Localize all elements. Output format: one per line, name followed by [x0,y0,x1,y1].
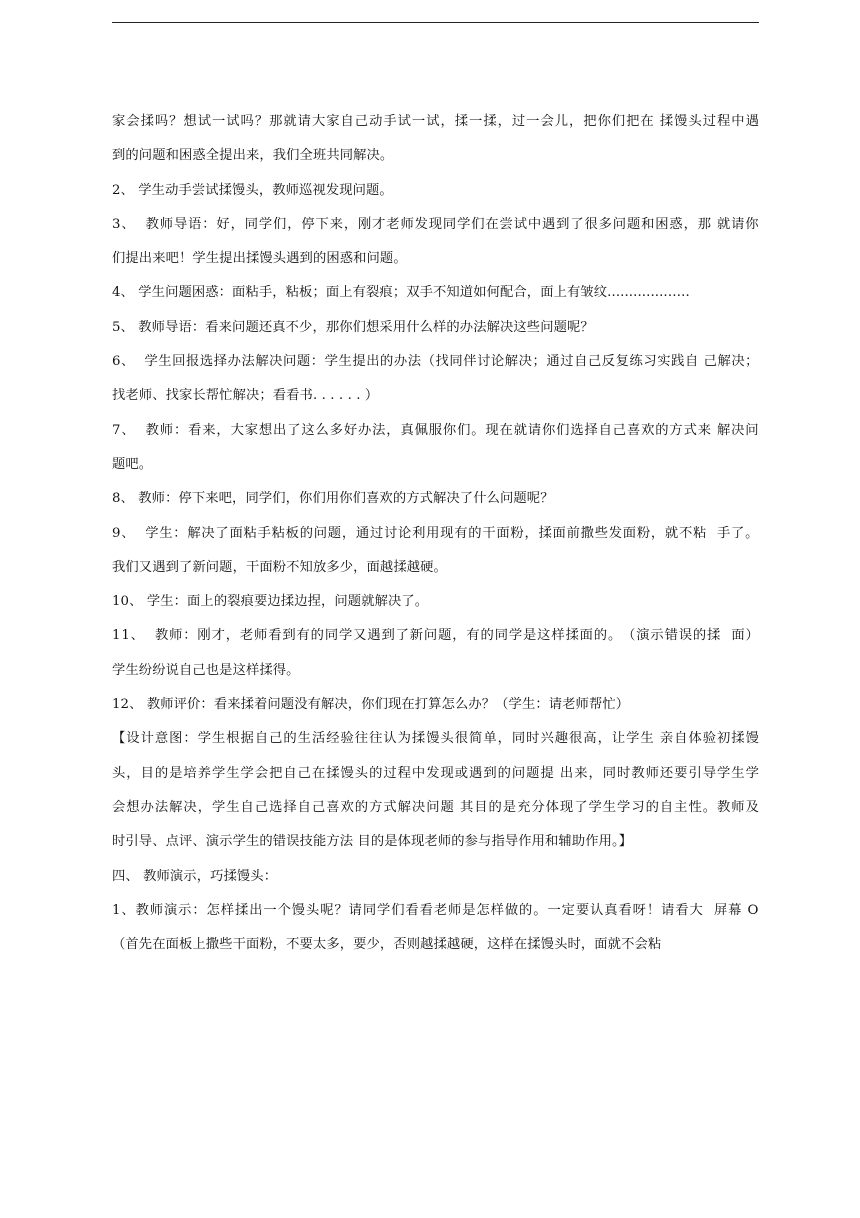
list-item-5: 5、 教师导语：看来问题还真不少，那你们想采用什么样的办法解决这些问题呢？ [112,319,594,335]
design-intent-line: 头 ， 目 的 是 培 养 学 生 学 会 把 自 己 在 揉 馒 头 的 过 程 中 发 现 或 遇 到 的 问 题 提 出 来 ， 同 时 教 师 还 要 引 导 学 生 学 [112,765,759,781]
paragraph-line: 家 会 揉 吗 ？ 想 试 一 试 吗 ？ 那 就 请 大 家 自 己 动 手 试 一 试 ， 揉 一 揉 ， 过 一 会 儿 ， 把 你 们 把 在 揉 馒 头 过 程 中 遇 [112,114,759,129]
paragraph-line: 题吧。 [112,456,153,472]
list-item-10: 10、 学生：面上的裂痕要边揉边捏，问题就解决了。 [112,594,429,610]
design-intent-line: 会 想 办 法 解 决 ， 学 生 自 己 选 择 自 己 喜 欢 的 方 式 解 决 问 题 其 目 的 是 充 分 体 现 了 学 生 学 习 的 自 主 性 。 教 师 及 [112,799,759,815]
document-body [112,105,759,962]
design-intent-line: 时引导、点评、演示学生的错误技能方法 目的是体现老师的参与指导作用和辅助作用。】 [112,834,633,850]
list-item-8: 8、 教师：停下来吧，同学们，你们用你们喜欢的方式解决了什么问题呢？ [112,491,554,507]
paragraph-line: （首先在面板上撒些干面粉，不要太多，要少，否则越揉越硬，这样在揉馒头时，面就不会粘 [112,937,662,953]
list-item-7: 7 、 教 师 ： 看 来 ， 大 家 想 出 了 这 么 多 好 办 法 ， 真 佩 服 你 们 。 现 在 就 请 你 们 选 择 自 己 喜 欢 的 方 式 来 解 决 问 [112,422,759,438]
section-heading: 四、 教师演示，巧揉馒头： [112,868,278,884]
list-item-3: 3 、 教 师 导 语 ： 好 ， 同 学 们 ， 停 下 来 ， 刚 才 老 师 发 现 同 学 们 在 尝 试 中 遇 到 了 很 多 问 题 和 困 惑 ， 那 就 请 你 [112,216,759,232]
list-item-4: 4、 学生问题困惑：面粘手，粘板；面上有裂痕；双手不知道如何配合，面上有皱纹..............….. [112,285,690,301]
list-item-6: 6 、 学 生 回 报 选 择 办 法 解 决 问 题 ： 学 生 提 出 的 办 法 （ 找 同 伴 讨 论 解 决 ； 通 过 自 己 反 复 练 习 实 践 自 己 解 决 ； [112,354,759,370]
paragraph-line: 到的问题和困惑全提出来，我们全班共同解决。 [112,148,394,164]
list-item-1: 1 、 教 师 演 示 ： 怎 样 揉 出 一 个 馒 头 呢 ？ 请 同 学 们 看 看 老 师 是 怎 样 做 的 。 一 定 要 认 真 看 呀 ！ 请 看 大 屏 幕 O [112,902,759,918]
header-rule [112,22,759,23]
list-item-12: 12、 教师评价：看来揉着问题没有解决，你们现在打算怎么办？（学生：请老师帮忙） [112,697,630,713]
list-item-9: 9 、 学 生 ： 解 决 了 面 粘 手 粘 板 的 问 题 ， 通 过 讨 论 利 用 现 有 的 干 面 粉 ， 揉 面 前 撒 些 发 面 粉 ， 就 不 粘 手 了 。 [112,525,759,541]
paragraph-line: 找老师、找家长帮忙解决；看看书. . . . . . ） [112,388,379,404]
list-item-2: 2、 学生动手尝试揉馒头，教师巡视发现问题。 [112,182,393,198]
list-item-11: 1 1 、 教 师 ： 刚 才 ， 老 师 看 到 有 的 同 学 又 遇 到 了 新 问 题 ， 有 的 同 学 是 这 样 揉 面 的 。 （ 演 示 错 误 的 揉 面 ） [112,628,759,644]
paragraph-line: 我们又遇到了新问题，干面粉不知放多少，面越揉越硬。 [112,559,447,575]
design-intent-line: 【 设 计 意 图 ： 学 生 根 据 自 己 的 生 活 经 验 往 往 认 为 揉 馒 头 很 简 单 ， 同 时 兴 趣 很 高 ， 让 学 生 亲 自 体 验 初 揉 馒 [112,731,759,747]
paragraph-line: 们提出来吧！学生提出揉馒头遇到的困惑和问题。 [112,251,407,267]
paragraph-line: 学生纷纷说自己也是这样揉得。 [112,662,300,678]
